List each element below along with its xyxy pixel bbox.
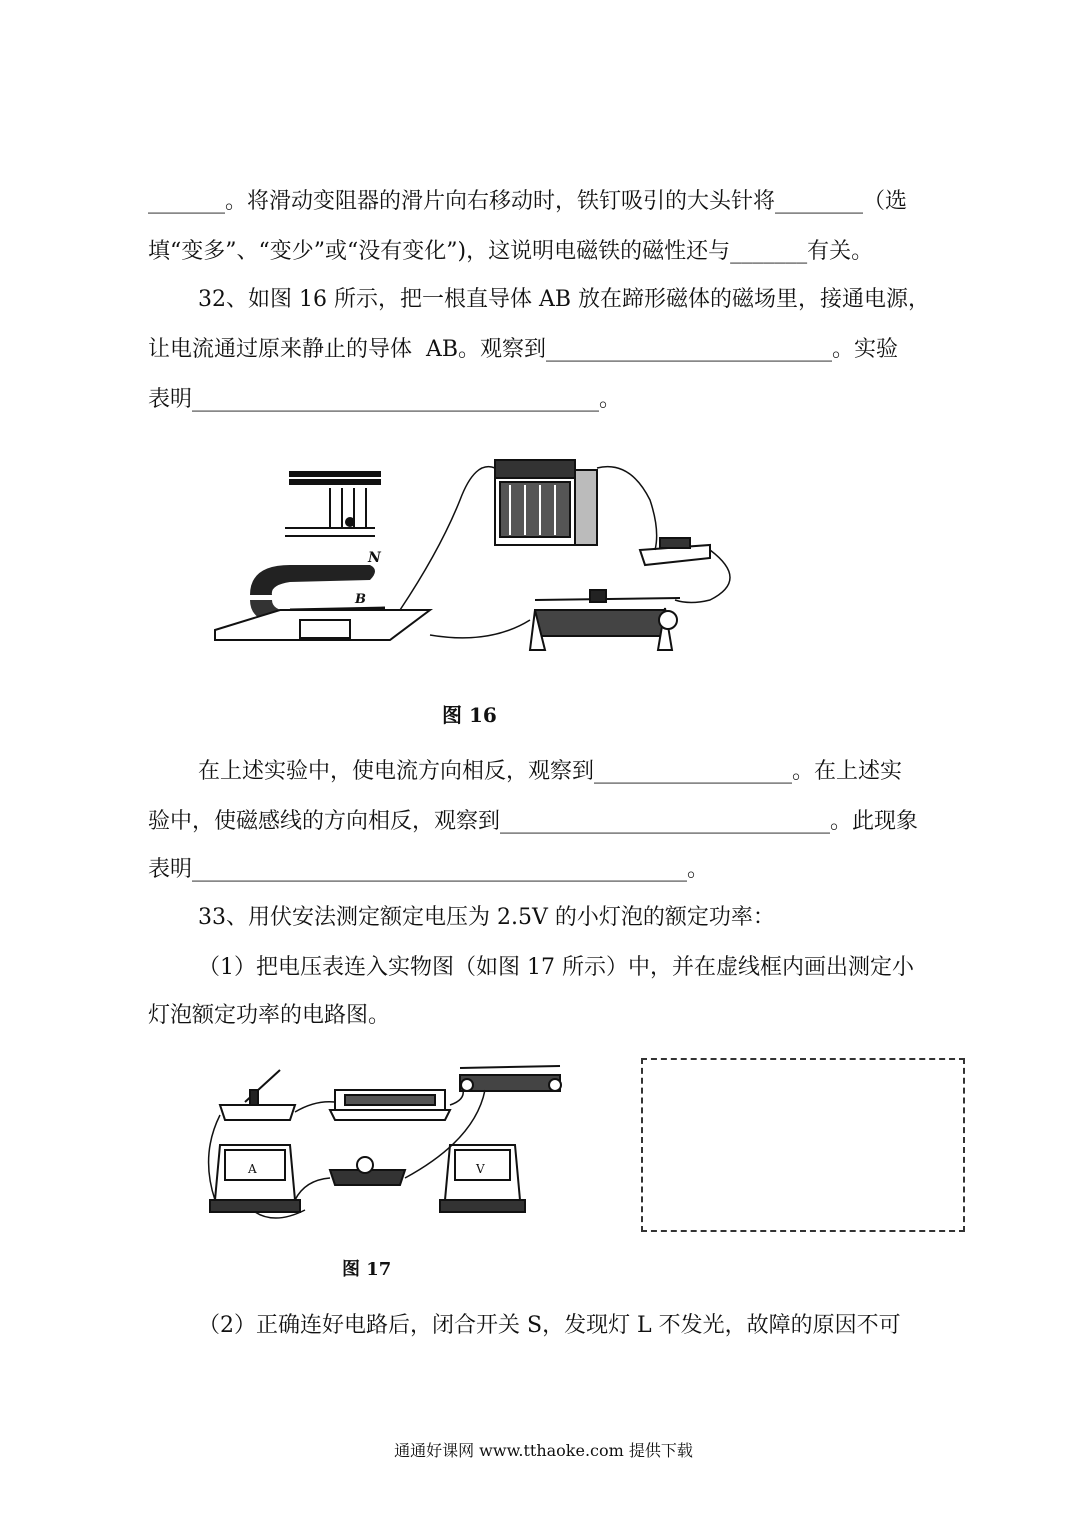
text-line-2: 填“变多”、“变少”或“没有变化”)，这说明电磁铁的磁性还与_______有关。 [148,239,874,264]
magnet-pole-label: N [368,550,381,566]
text-line-11: 灯泡额定功率的电路图。 [148,1003,391,1028]
text-line-5: 表明_____________________________________。 [148,387,622,412]
switch-17 [220,1070,295,1120]
ammeter-label: A [248,1162,257,1176]
question-33-part-1: （1）把电压表连入实物图（如图 17 所示）中，并在虚线框内画出测定小 [198,955,914,980]
bulb-17 [330,1157,405,1185]
battery-17 [330,1090,450,1120]
base-board [215,610,430,640]
question-33: 33、用伏安法测定额定电压为 2.5V 的小灯泡的额定功率： [198,905,775,930]
figure-17-caption: 图 17 [342,1259,392,1280]
figure-16-caption: 图 16 [442,703,497,727]
rheostat [530,590,680,650]
text-line-7: 验中，使磁感线的方向相反，观察到______________________________。此现象 [148,809,919,834]
text-line-6: 在上述实验中，使电流方向相反，观察到__________________。在上述实 [198,759,903,784]
text-line-4: 让电流通过原来静止的导体 AB。观察到__________________________。实验 [148,337,899,362]
switch [640,538,710,565]
voltmeter-17 [440,1145,525,1212]
circuit-diagram-answer-box[interactable] [641,1058,965,1232]
page-footer: 通通好课网 www.tthaoke.com 提供下载 [394,1441,693,1460]
figure-17-illustration [195,1060,575,1235]
battery [495,460,597,545]
voltmeter-label: V [476,1162,485,1176]
figure-16-illustration [210,440,750,690]
ammeter-17 [210,1145,300,1212]
stand-apparatus [285,472,380,536]
text-line-1: _______。将滑动变阻器的滑片向右移动时，铁钉吸引的大头针将________（选 [148,189,908,214]
conductor-label: B [355,592,366,607]
rheostat-17 [460,1066,561,1091]
question-32: 32、如图 16 所示，把一根直导体 AB 放在蹄形磁体的磁场里，接通电源， [198,287,931,312]
question-33-part-2: （2）正确连好电路后，闭合开关 S，发现灯 L 不发光，故障的原因不可 [198,1313,901,1338]
text-line-8: 表明_____________________________________________。 [148,857,710,882]
